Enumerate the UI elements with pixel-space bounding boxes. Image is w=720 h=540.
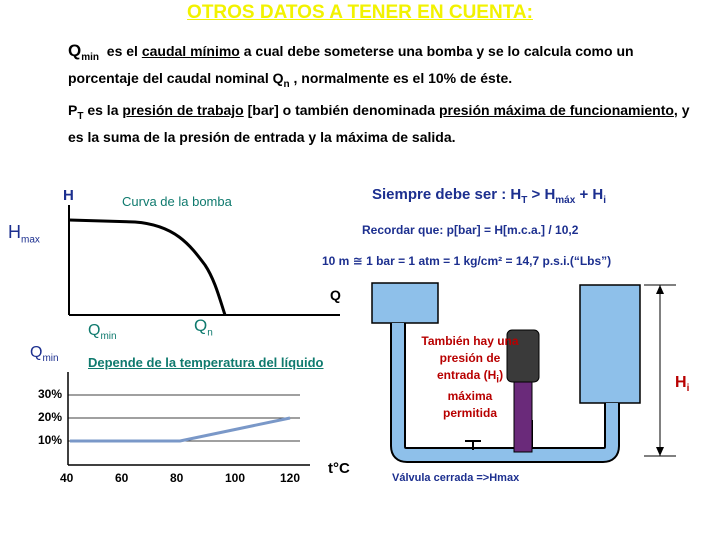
qn-label-curve: $Q_n$ (194, 316, 213, 339)
paragraph-qmin: $Q_{min}$ es el caudal mínimo a cual debe someterse una bomba y se lo calcula como un porcentaje del caudal nominal $Q_n$ , normalmente es el 10% de éste. (68, 41, 634, 90)
note-recordar: Recordar que: p[bar] = H[m.c.a.] / 10,2 (362, 223, 579, 237)
temp-chart-y-tick: 30% (38, 387, 63, 401)
temp-chart-x-tick: 120 (280, 471, 301, 485)
temp-chart-y-tick: 10% (38, 433, 63, 447)
temp-chart-x-tick: 80 (170, 471, 184, 485)
note-always: Siempre debe ser : $H_T > H_{máx} + H_i$ (372, 186, 607, 206)
temp-chart-y-title: $Q_{min}$ (30, 344, 59, 365)
temp-chart-gridlines (68, 395, 300, 441)
hmax-label: $H_{max}$ (8, 222, 40, 246)
curve-label: Curva de la bomba (122, 194, 232, 209)
qmin-label-curve: $Q_{min}$ (88, 322, 117, 343)
temp-chart-x-tick: 40 (60, 471, 74, 485)
temp-chart-series-line (70, 418, 290, 441)
installation-text: También hay una presión de entrada $(H_i)$ máxima permitida (421, 334, 519, 421)
temp-chart-x-tick: 60 (115, 471, 129, 485)
temp-chart-x-tick: 100 (225, 471, 246, 485)
valve-caption: Válvula cerrada =>Hmax (392, 472, 520, 484)
tank-right (580, 285, 640, 403)
page-title: OTROS DATOS A TENER EN CUENTA: (187, 2, 533, 23)
note-equiv: 10 m ≅ 1 bar = 1 atm = 1 kg/cm² = 14,7 p.s.i.(“Lbs”) (322, 254, 612, 268)
pump-curve-y-label: H (63, 187, 74, 204)
hi-label: $H_i$ (675, 374, 690, 395)
paragraph-pt: $P_T$ es la presión de trabajo [bar] o también denominada presión máxima de funcionamiento, y es la suma de la presión de entrada y la máxima de salida. (68, 102, 690, 145)
pump-curve-x-label: Q (330, 287, 341, 303)
pipe-right-outline (525, 403, 612, 455)
tank-left (372, 283, 438, 323)
temp-chart-x-unit: t°C (328, 460, 350, 477)
temp-chart-points (70, 418, 290, 441)
pump-curve-line (69, 220, 225, 315)
temp-chart-title: Depende de la temperatura del líquido (88, 355, 324, 370)
temp-chart-y-tick: 20% (38, 410, 63, 424)
